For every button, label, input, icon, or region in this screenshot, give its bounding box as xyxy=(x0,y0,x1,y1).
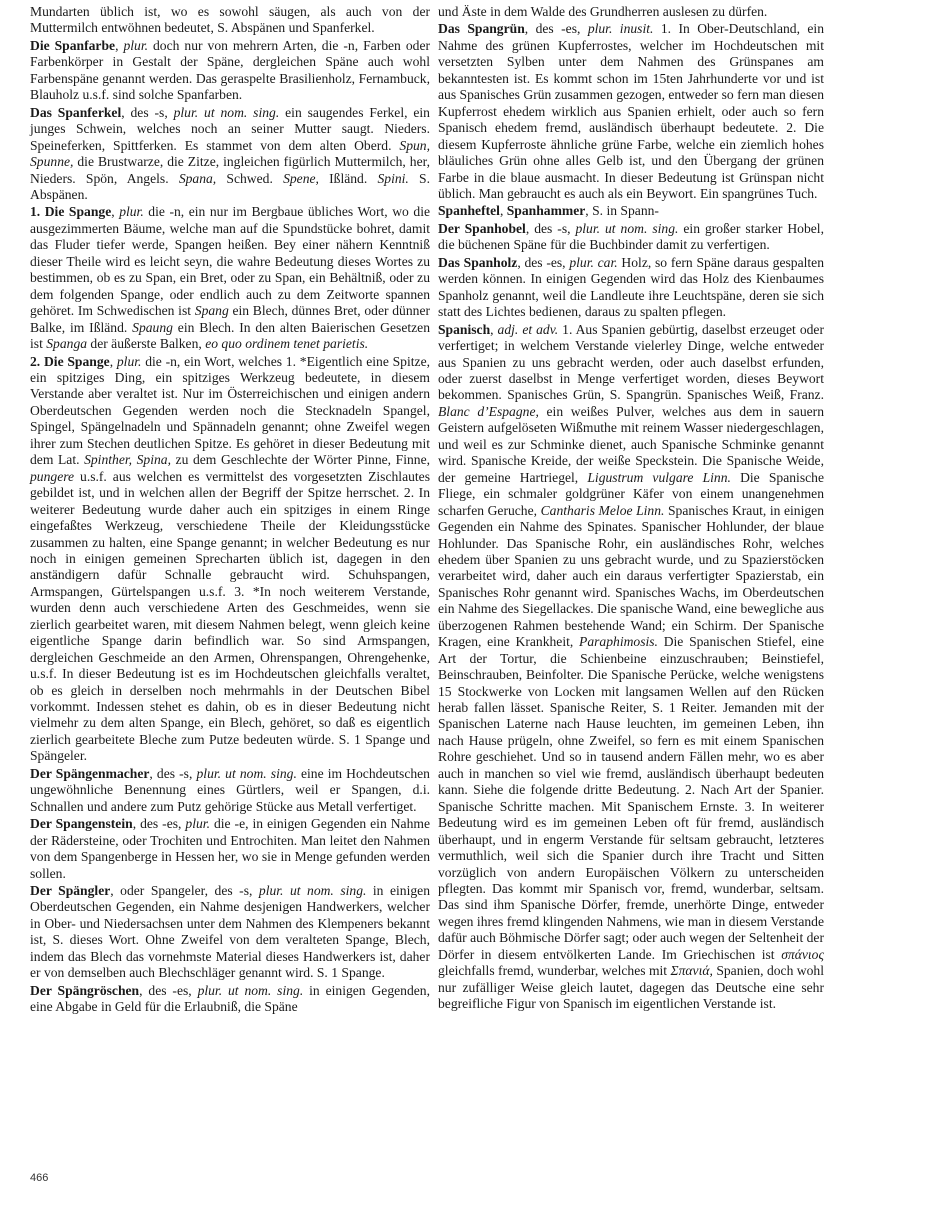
entry-italic-text: plur. ut nom. sing. xyxy=(197,982,304,998)
entry-text: Holz, so fern Späne daraus gespalten werden können. In einigen Gegenden wird das Holz des Kienbaumes Spanholz genannt, weil die Landleute ihre Leuchtspäne, deren sie sich statt des Lichtes bedienen, daraus zu spalten pflegen. xyxy=(438,254,825,320)
entry-headword: 2. Die Spange xyxy=(30,353,110,369)
entry-headword: Der Spängenmacher xyxy=(30,765,150,781)
entry-italic-text: Spene, xyxy=(283,170,319,186)
entry-text: Mundarten üblich ist, wo es sowohl säugen, als auch von der Muttermilch entwöhnen bedeutet, S. Abspänen und Spanferkel. xyxy=(30,4,430,36)
entry-text: ein weißes Pulver, welches aus dem in sauern Geistern aufgelöseten Wißmuthe mit reinem Wasser niedergeschlagen, und weil es zur Schminke dienet, auch Spanische Schminke genannt wird. Spanische Kreide, der weiße Speckstein. Die Spanische Weide, der gemeine Hartriegel, xyxy=(438,403,824,485)
entry-text: doch nur von mehrern Arten, die -n, Farben oder Farbenkörper in Gestalt der Späne, dergleichen Späne auch wohl Farbenspäne genannt werden. Das geraspelte Brasilienholz, Fernambuck, Blauholz u.s.f. sind solche Spanfarben. xyxy=(30,37,430,103)
dictionary-entry xyxy=(438,203,824,219)
right-column xyxy=(438,4,824,1014)
dictionary-entry xyxy=(30,105,430,204)
entry-headword: Spanheftel xyxy=(438,203,500,219)
entry-italic-text: adj. et adv. xyxy=(497,321,559,337)
entry-italic-text: Σπανιά, xyxy=(670,963,713,979)
dictionary-entry xyxy=(438,4,824,20)
entry-italic-text: σπάνιος xyxy=(781,946,824,962)
entry-text: Die Spanische Fliege, ein schmaler goldgrüner Käfer von einem unangenehmen scharfen Geruche, xyxy=(438,469,824,518)
entry-italic-text: plur. xyxy=(123,37,149,53)
dictionary-entry xyxy=(30,354,430,765)
entry-text: die -e, in einigen Gegenden ein Nahme der Rädersteine, oder Trochiten und Entrochiten. Man leitet den Nahmen von dem Spangenberge in Hessen her, wo sie in Menge gefunden werden sollen. xyxy=(30,816,430,881)
entry-headword: 1. Die Spange xyxy=(30,204,112,220)
entry-text: die -n, ein nur im Bergbaue übliches Wort, wo die ausgezimmerten Bäume, welche man auf die Spundstücke bohret, damit das Fluder tiefer werde, Spangen heißen. Bey einer nähern Kenntniß dieser Theile wird es leicht seyn, die wahre Bedeutung dieses Wortes zu bestimmen, ob es zu Span, ein Bret, oder zu Span, ein Behältniß, oder zu dem folgenden Spange, oder endlich auch zu dem Zeitworte spannen gehöret. Im Schwedischen ist xyxy=(30,204,431,319)
entry-headword: Spanhammer xyxy=(506,203,586,219)
entry-headword: Das Spanferkel xyxy=(30,104,122,120)
dictionary-entry xyxy=(30,204,430,352)
dictionary-entry xyxy=(438,255,824,321)
entry-headword: Das Spangrün xyxy=(438,21,525,37)
dictionary-entry xyxy=(30,983,430,1016)
entry-text: , des -es, xyxy=(517,254,570,270)
entry-text: gleichfalls fremd, wunderbar, welches mit xyxy=(438,963,671,979)
page-number: 466 xyxy=(30,1172,49,1184)
entry-italic-text: Spang xyxy=(194,303,229,319)
entry-text: Spanisches Kraut, in einigen Gegenden ein Nahme des Spinates. Spanischer Hohlunder, der blaue Hohlunder. Das Spanische Rohr, ein ausländisches Rohr, welches ehedem über Spanien zu uns gebracht wurde, und zu Spazierstöcken verarbeitet wird, daher auch ein daraus verfertigter Spazierstab, ein Spanisches Rohr genannt wird. Spanisches Wachs, im Oberdeutschen ein Nahme des Siegellackes. Die spanische Wand, eine bewegliche aus überzogenen Rahmen bestehende Wand; ein Schirm. Der Spanische Kragen, eine Krankheit, xyxy=(438,502,825,650)
entry-text: , des -es, xyxy=(139,982,198,998)
entry-italic-text: plur. car. xyxy=(569,254,618,270)
entry-italic-text: Ligustrum vulgare Linn. xyxy=(587,469,731,485)
entry-text: ein Blech. In den alten Baierischen Gesetzen ist xyxy=(30,319,430,352)
entry-italic-text: pungere xyxy=(30,468,75,484)
entry-text: Schwed. xyxy=(216,170,284,186)
entry-text: , xyxy=(115,37,124,53)
entry-text: , xyxy=(109,353,117,369)
entry-text: , xyxy=(111,204,120,220)
dictionary-entry xyxy=(30,883,430,982)
dictionary-entry xyxy=(438,221,824,254)
entry-text: , des -es, xyxy=(524,21,588,37)
entry-italic-text: Spanga xyxy=(46,336,88,352)
entry-text: , xyxy=(490,321,498,337)
entry-text: , des -s, xyxy=(525,220,576,236)
entry-italic-text: Spun, Spunne, xyxy=(30,137,430,170)
entry-text: ein saugendes Ferkel, ein junges Schwein, welches noch an seiner Mutter saugt. Nieders. Speineferken, Spittferken. Es stammet von dem alten Oberd. xyxy=(30,104,430,153)
entry-headword: Der Spängler xyxy=(30,883,111,899)
dictionary-entry xyxy=(30,4,430,37)
entry-text: , des -s, xyxy=(121,104,174,120)
entry-headword: Der Spangenstein xyxy=(30,816,133,832)
entry-text: eine im Hochdeutschen ungewöhnliche Benennung eines Gürtlers, weil er Spangen, d.i. Schnallen und andere zum Putz gehörige Stücke aus Metall verfertiget. xyxy=(30,765,430,814)
entry-text: Ißländ. xyxy=(318,170,378,186)
entry-italic-text: Blanc d’Espagne, xyxy=(438,403,539,419)
entry-headword: Spanisch xyxy=(438,321,491,337)
entry-headword: Der Spängröschen xyxy=(30,982,140,998)
entry-text: ein großer starker Hobel, die büchenen Späne für die Buchbinder damit zu verfertigen. xyxy=(438,220,824,253)
entry-italic-text: eo quo ordinem tenet parietis. xyxy=(205,336,369,352)
entry-italic-text: plur. xyxy=(116,353,142,369)
entry-italic-text: plur. xyxy=(119,204,144,220)
entry-text: in einigen Gegenden, eine Abgabe in Geld für die Erlaubniß, die Späne xyxy=(30,982,430,1015)
entry-headword: Die Spanfarbe xyxy=(30,37,116,53)
entry-text: Spanien, doch wohl nur zufälliger Weise gleich lautet, dagegen das Deutsche eine sehr begreifliche Figur von Spanisch im eigentlichen Verstande ist. xyxy=(438,963,824,1012)
entry-italic-text: Cantharis Meloe Linn. xyxy=(540,502,665,518)
entry-text: die Brustwarze, die Zitze, ingleichen figürlich Muttermilch, her, Nieders. Spön, Angels. xyxy=(30,154,430,186)
entry-italic-text: plur. ut nom. sing. xyxy=(196,765,297,781)
entry-text: zu dem Geschlechte der Wörter Pinne, Finne, xyxy=(170,452,431,468)
entry-italic-text: Spana, xyxy=(178,170,217,186)
entry-headword: Der Spanhobel xyxy=(438,220,526,236)
entry-text: 1. In Ober-Deutschland, ein Nahme des grünen Kupferrostes, welcher im Hochdeutschen mit versetzten Sylben unter dem Nahmen des Grünspanes am bekanntesten ist. Es kommt schon im 15ten Jahrhunderte vor und ist aus Spanisches Grün zusammen gezogen, entweder so fern man diesen Kupferrost ehedem wirklich aus Spanien erhielt, oder auch so fern Spanisch ehedem fremd, ausländisch überhaupt bedeutete. 2. Die diesem Kupferroste ähnliche grüne Farbe, welche ein ziemlich hohes bläuliches Grün ohne alles Gelb ist, und den Übergang der grünen Farbe in die blaue ausmacht. In dieser Bedeutung ist Grünspan nicht üblich. Man gebraucht es auch als ein Beywort. Ein spangrünes Tuch. xyxy=(438,21,824,201)
entry-text: u.s.f. aus welchen es vermittelst des vorgesetzten Zischlautes gebildet ist, und in welchen allen der Begriff der Spitze herrschet. 2. In weiterer Bedeutung wurde daher auch ein spitziges in einem Ringe eingefaßtes Werkzeug, verschiedene Theile der Kleidungsstücke zusammen zu halten, eine Spange genannt; in welcher Bedeutung es nur noch in einigen gemeinen Sprecharten üblich ist, dagegen in den anständigern dafür Schnalle gebraucht wird. Schuhspangen, Armspangen, Gürtelspangen u.s.f. 3. *In noch weiterem Verstande, wurden denn auch verschiedene Arten des Geschmeides, wenn sie zierlich gearbeitet waren, mit diesem Nahmen belegt, wenn gleich keine eigentliche Spange darin befindlich war. So sind Armspangen, dergleichen Geschmeide an den Armen, Ohrenspangen, Ohrengehenke, u.s.f. In dieser Bedeutung ist es im Hochdeutschen gleichfalls veraltet, ob es gleich in derselben noch mehrmahls in der Deutschen Bibel vorkommt. Indessen stehet es dahin, ob es in dieser Bedeutung nicht vielmehr zu dem alten Spange, ein Blech, gehöret, so daß es eigentlich zierlich gearbeitete Bleche zum Putze bedeuten würde. S. 1 Spange und Spängeler. xyxy=(30,468,430,764)
entry-italic-text: Spinther, Spina, xyxy=(84,452,171,468)
entry-italic-text: plur. ut nom. sing. xyxy=(258,883,367,899)
entry-text: der äußerste Balken, xyxy=(87,336,206,352)
entry-italic-text: plur. inusit. xyxy=(587,21,654,37)
entry-italic-text: Spini. xyxy=(377,170,409,186)
entry-italic-text: Spaung xyxy=(132,319,173,335)
left-column xyxy=(30,4,430,1017)
entry-text: und Äste in dem Walde des Grundherren auslesen zu dürfen. xyxy=(438,4,768,19)
entry-text: ein Blech, dünnes Bret, oder dünner Balke, im Ißländ. xyxy=(30,303,431,335)
dictionary-entry xyxy=(438,322,824,1013)
dictionary-entry xyxy=(30,766,430,815)
entry-text: Die Spanischen Stiefel, eine Art der Tortur, die Schienbeine einzuschrauben; Beinstiefel, Beinschrauben, Beinfolter. Die Spanische Perücke, welche wenigstens 15 Stockwerke von Locken mit langsamen Wellen auf den Rücken herab fallen lässet. Spanische Reiter, S. 1 Reiter. Jemanden mit der Spanischen Laterne nach Hause leuchten, im gemeinen Leben, ihn nach Hause prügeln, ohne Zweifel, so fern es mit einem Spanischen Rohre geschiehet. Und so in tausend andern Fällen mehr, wo es aber auch in manchen so viel wie fremd, ausländisch überhaupt bedeuten kann. Siehe die folgende dritte Bedeutung. 2. Nach Art der Spanier. Spanische Schritte machen. Mit Spanischem Ernste. 3. In weiterer Bedeutung wird es im gemeinen Leben oft für fremd, ausländisch überhaupt, und in engerm Verstande für seltsam gebraucht, letzteres vermuthlich, weil sich die Spanier durch ihre Tracht und Sitten vorzüglich von andern Europäischen Völkern zu unterscheiden pflegten. Das kommt mir Spanisch vor, fremd, wunderbar, seltsam. Das sind ihm Spanische Dörfer, fremde, unerhörte Dinge, entweder wegen ihres fremd klingenden Nahmens, wie man in diesem Verstande dafür auch Böhmische Dörfer sagt; oder auch wegen der Seltenheit der Dörfer in diesem entvölkerten Lande. Im Griechischen ist xyxy=(438,634,824,962)
entry-text: , des -s, xyxy=(149,765,197,781)
entry-italic-text: plur. xyxy=(185,816,210,832)
entry-text: , des -es, xyxy=(132,816,186,832)
dictionary-entry xyxy=(438,21,824,202)
entry-text: , S. in Spann- xyxy=(585,203,659,219)
entry-italic-text: plur. ut nom. sing. xyxy=(575,220,679,236)
entry-text: die -n, ein Wort, welches 1. *Eigentlich eine Spitze, ein spitziges Ding, ein spitziges Werkzeug bedeutete, in diesem Verstande aber veraltet ist. Nur im Österreichischen und einigen andern Oberdeutschen Gegenden werden noch die Stecknadeln Spangel, Spingel, Spängelnadeln und Spännadeln genannt; ohne Zweifel wegen ihrer zum Stechen deutlichen Spitze. Es gehöret in dieser Bedeutung mit dem Lat. xyxy=(30,353,431,468)
entry-text: S. Abspänen. xyxy=(30,170,430,202)
entry-italic-text: plur. ut nom. sing. xyxy=(173,104,280,120)
entry-text: 1. Aus Spanien gebürtig, daselbst erzeuget oder verfertiget; in welchem Verstande vielerley Dinge, welche entweder aus Spanien zu uns gebracht werden, oder auch daselbst erfunden, oder zuerst daselbst in Menge verfertiget worden, dieses Beywort bekommen. Spanisches Grün, S. Spangrün. Spanisches Weiß, Franz. xyxy=(438,321,824,403)
entry-text: in einigen Oberdeutschen Gegenden, ein Nahme desjenigen Handwerkers, welcher in Ober- und Niedersachsen unter dem Nahmen des Klempeners bekannt ist, S. dieses Wort. Ohne Zweifel von dem veralteten Spange, Blech, indem das Blech das vornehmste Material dieses Handwerkers ist, daher er von demselben auch Blechschläger genannt wird. S. 1 Spange. xyxy=(30,883,430,981)
dictionary-entry xyxy=(30,816,430,882)
entry-text: , xyxy=(499,203,507,219)
entry-text: , oder Spangeler, des -s, xyxy=(110,883,259,899)
entry-headword: Das Spanholz xyxy=(438,254,518,270)
entry-italic-text: Paraphimosis. xyxy=(579,634,658,650)
dictionary-entry xyxy=(30,38,430,104)
